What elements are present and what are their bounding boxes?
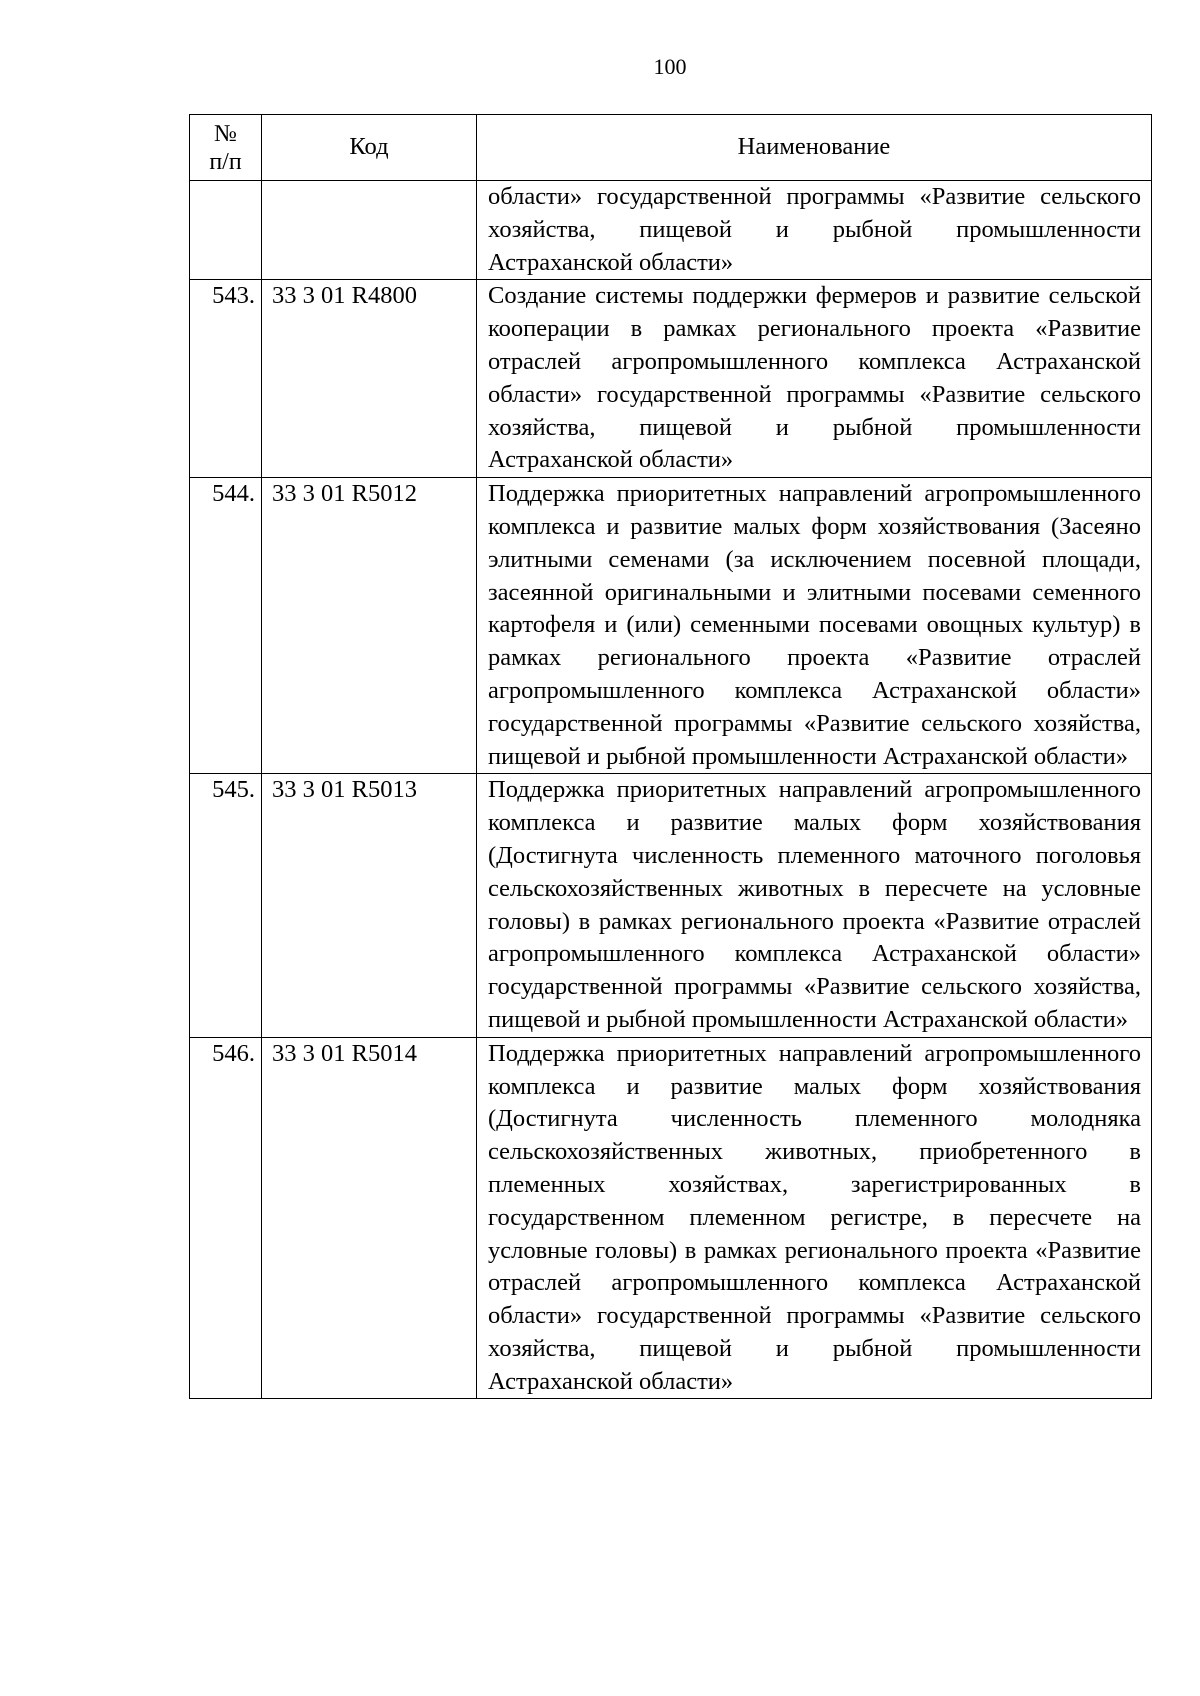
header-code: Код [262, 115, 477, 181]
row-number: 543. [190, 280, 262, 478]
row-number [190, 181, 262, 280]
row-code: 33 3 01 R5014 [262, 1037, 477, 1399]
row-number: 545. [190, 774, 262, 1037]
header-number-abbr: п/п [209, 148, 242, 175]
row-code: 33 3 01 R5013 [262, 774, 477, 1037]
header-name: Наименование [477, 115, 1152, 181]
row-number: 544. [190, 478, 262, 774]
header-number-sign: № [214, 120, 237, 147]
table-row [190, 478, 1152, 774]
table-row [190, 1037, 1152, 1399]
row-name: Поддержка приоритетных направлений агропромышленного комплекса и развитие малых форм хозяйствования (Достигнута численность племенного маточного поголовья сельскохозяйственных животных в пересчете на условные головы) в рамках регионального проекта «Развитие отраслей агропромышленного комплекса Астраханской области» государственной программы «Развитие сельского хозяйства, пищевой и рыбной промышленности Астраханской области» [477, 774, 1152, 1037]
page-number: 100 [653, 54, 687, 79]
table-row [190, 774, 1152, 1037]
table-header-row [190, 115, 1152, 181]
row-name: области» государственной программы «Развитие сельского хозяйства, пищевой и рыбной промышленности Астраханской области» [477, 181, 1152, 280]
budget-classification-table [189, 114, 1152, 1399]
row-code: 33 3 01 R4800 [262, 280, 477, 478]
row-number: 546. [190, 1037, 262, 1399]
header-number [190, 115, 262, 181]
row-name: Поддержка приоритетных направлений агропромышленного комплекса и развитие малых форм хозяйствования (Достигнута численность племенного молодняка сельскохозяйственных животных, приобретенного в племенных хозяйствах, зарегистрированных в государственном племенном регистре, в пересчете на условные головы) в рамках регионального проекта «Развитие отраслей агропромышленного комплекса Астраханской области» государственной программы «Развитие сельского хозяйства, пищевой и рыбной промышленности Астраханской области» [477, 1037, 1152, 1399]
row-name: Создание системы поддержки фермеров и развитие сельской кооперации в рамках регионального проекта «Развитие отраслей агропромышленного комплекса Астраханской области» государственной программы «Развитие сельского хозяйства, пищевой и рыбной промышленности Астраханской области» [477, 280, 1152, 478]
row-name: Поддержка приоритетных направлений агропромышленного комплекса и развитие малых форм хозяйствования (Засеяно элитными семенами (за исключением посевной площади, засеянной оригинальными и элитными посевами семенного картофеля и (или) семенными посевами овощных культур) в рамках регионального проекта «Развитие отраслей агропромышленного комплекса Астраханской области» государственной программы «Развитие сельского хозяйства, пищевой и рыбной промышленности Астраханской области» [477, 478, 1152, 774]
row-code [262, 181, 477, 280]
table-row [190, 181, 1152, 280]
row-code: 33 3 01 R5012 [262, 478, 477, 774]
table-row [190, 280, 1152, 478]
